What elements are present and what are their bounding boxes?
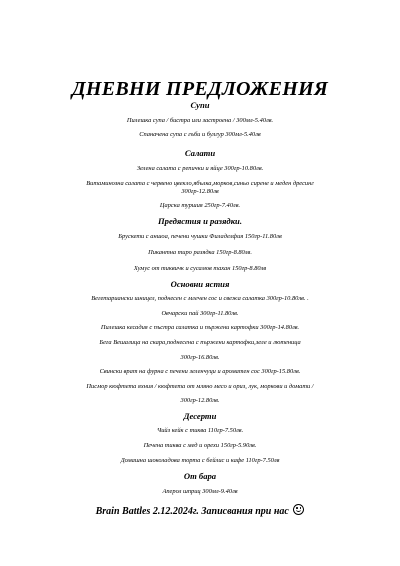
menu-item: Пилешка супа / бистра или застроена / 300мл-5.40лв. (126, 117, 274, 124)
menu-item: Домашна шоколадова торта с бейлис и кафе 110гр-7.50лв (120, 457, 280, 464)
menu-item: Писмор кюфтета яхния / кюфтета от мляно месо и ориз, лук, моркови и домати / (86, 383, 314, 390)
menu-item: 300гр-12.80лв. (180, 397, 220, 404)
section-desserts: Десерти (183, 411, 217, 421)
menu-item: Царска туршия 250гр-7.40лв. (159, 202, 241, 209)
page-title: ДНЕВНИ ПРЕДЛОЖЕНИЯ (71, 78, 329, 100)
menu-item: Свински врат на фурна с печени зеленчуци и ароматен сос 300гр-15.80лв. (99, 368, 301, 375)
menu-item: Вегетариански шницел, поднесен с млечен сос и свежа салатка 300гр-10.80лв. . (91, 295, 309, 302)
menu-item: Овчарски пай 300гр-11.80лв. (161, 310, 239, 317)
menu-item: Спаначена супа с гъби и булгур 300мл-5.40лв (139, 131, 261, 138)
menu-item: Аперол шприц 300мл-9.40лв (162, 488, 238, 495)
menu-item: Пикантна тиро разядка 150гр-8.80лв. (148, 249, 252, 256)
menu-item: 300гр-16.80лв. (180, 354, 220, 361)
menu-item: Печена тиква с мед и орехи 150гр-5.90лв. (143, 442, 257, 449)
menu-item: Витаминозна салата с червено цвекло,ябълка,морков,синьо сирене и меден дресинг (86, 180, 314, 187)
menu-item: 300гр-12.80лв (181, 188, 219, 195)
menu-item: Чийз кейк с тиква 110гр-7.50лв. (156, 427, 244, 434)
smiley-icon (293, 504, 304, 515)
section-salads: Салати (184, 148, 216, 158)
menu-item: Хумус от тиквичк и сусамов тахан 150гр-8.80лв (133, 265, 267, 272)
section-starters: Предястия и разядки. (158, 216, 242, 226)
section-mains: Основни ястия (170, 279, 230, 289)
event-text: Brain Battles 2.12.2024г. Записвания при нас (95, 506, 289, 517)
menu-item: Пилешка кесадия с пъстра салатка и пържени картофки 300гр-14.80лв. (100, 324, 300, 331)
menu-item: Брускети с аншоа, печени чушки Филаделфия 150гр-11.80лв (118, 233, 282, 240)
event-announcement (0, 504, 400, 517)
section-bar: От бара (183, 471, 217, 481)
menu-item: Бега Вешалица на скара,поднесена с пържени картофки,зеле и лютеница (99, 339, 301, 346)
menu-item: Зелена салата с репички и яйце 300гр-10.80лв. (136, 165, 264, 172)
section-soups: Супи (190, 100, 210, 110)
